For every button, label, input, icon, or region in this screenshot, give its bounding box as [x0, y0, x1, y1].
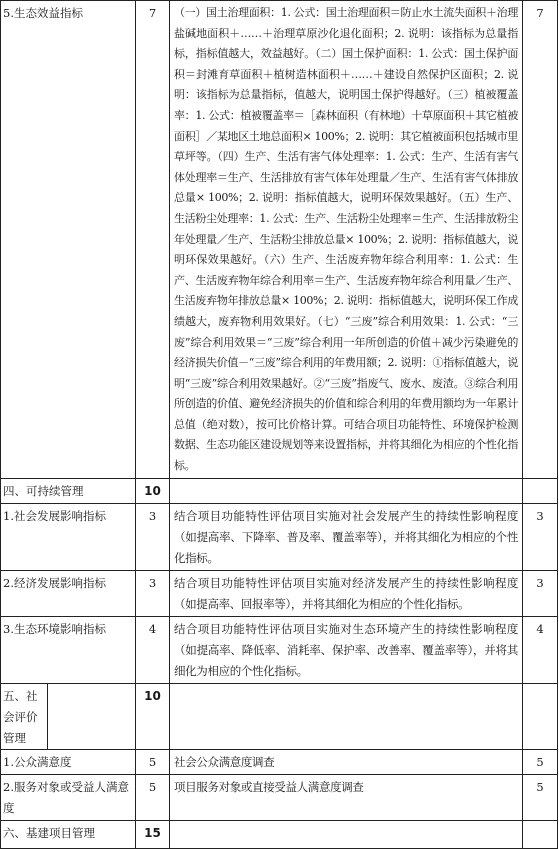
section-name: 四、可持续管理 [1, 478, 136, 503]
section-weight: 10 [136, 683, 170, 749]
indicator-weight: 3 [136, 570, 170, 616]
empty-cell [170, 683, 523, 749]
indicator-name: 5.生态效益指标 [1, 1, 136, 479]
empty-cell [170, 478, 523, 503]
section-weight: 10 [136, 478, 170, 503]
section-weight: 15 [136, 820, 170, 848]
empty-cell [523, 478, 558, 503]
indicator-score: 5 [523, 774, 558, 820]
table-row [1, 503, 558, 570]
indicator-weight: 3 [136, 503, 170, 570]
indicator-description: 结合项目功能特性评估项目实施对经济发展产生的持续性影响程度（如提高率、回报率等），并将其细化为相应的个性化指标。 [170, 570, 523, 616]
indicator-name: 1.公众满意度 [1, 749, 136, 774]
indicator-weight: 5 [136, 749, 170, 774]
indicator-score: 3 [523, 503, 558, 570]
section-name: 五、社会评价管理 [1, 684, 48, 749]
indicator-description: 项目服务对象或直接受益人满意度调查 [170, 774, 523, 820]
indicator-description: 结合项目功能特性评估项目实施对生态环境产生的持续性影响程度（如提高率、降低率、消耗率、保护率、改善率、覆盖率等），并将其细化为相应的个性化指标。 [170, 616, 523, 683]
table-row [1, 774, 558, 820]
section-name-cell [1, 683, 136, 749]
table-row [1, 820, 558, 848]
indicator-description: （一）国土治理面积：1. 公式：国土治理面积＝防止水土流失面积＋治理盐碱地面积＋……＋治理草原沙化退化面积；2. 说明：该指标为总量指标，指标值越大，效益越好。（二）国土保护面积：1. 公式：国土保护面积＝封滩育草面积＋植树造林面积＋……＋建设自然保护区面积；2. 说明：该指标为总量指标，值越大，说明国土保护得越好。（三）植被覆盖率：1. 公式：植被覆盖率＝［森林面积（有林地）十草原面积＋其它植被面积］／某地区土地总面积× 100%；2. 说明：其它植被面积包括城市里草坪等。（四）生产、生活有害气体处理率：1. 公式：生产、生活有害气体处理率＝生产、生活排放有害气体年处理量／生产、生活有害气体排放总量× 100%；2. 说明：指标值越大，说明环保效果越好。（五）生产、生活粉尘处理率：1. 公式：生产、生活粉尘处理率＝生产、生活排放粉尘年处理量／生产、生活粉尘排放总量× 100%；2. 说明：指标值越大，说明环保效果越好。（六）生产、生活废弃物年综合利用率：1. 公式：生产、生活废弃物年综合利用率＝生产、生活废弃物年综合利用量／生产、生活废弃物年排放总量× 100%；2. 说明：指标值越大，说明环保工作成绩越大，废弃物利用效果好。（七）“三废”综合利用效果：1. 公式：“三废”综合利用效果＝“三废”综合利用一年所创造的价值＋减少污染避免的经济损失价值－“三废”综合利用的年费用额；2. 说明：①指标值越大，说明“三废”综合利用效果越好。②“三废”指废气、废水、废渣。③综合利用所创造的价值、避免经济损失的价值和综合利用的年费用额均为一年累计总值（绝对数），按可比价格计算。可结合项目功能特性、环境保护检测数据、生态功能区建设规划等来设置指标，并将其细化为相应的个性化指标。 [170, 1, 523, 479]
table-row [1, 1, 558, 479]
indicator-weight: 4 [136, 616, 170, 683]
table-row [1, 749, 558, 774]
table-row [1, 616, 558, 683]
indicator-name: 2.服务对象或受益人满意度 [1, 774, 136, 820]
indicator-score: 7 [523, 1, 558, 479]
indicator-description: 结合项目功能特性评估项目实施对社会发展产生的持续性影响程度（如提高率、下降率、普及率、覆盖率等），并将其细化为相应的个性化指标。 [170, 503, 523, 570]
indicator-weight: 7 [136, 1, 170, 479]
indicator-weight: 5 [136, 774, 170, 820]
empty-subcell [48, 684, 135, 749]
empty-cell [170, 820, 523, 848]
indicator-score: 4 [523, 616, 558, 683]
indicator-name: 3.生态环境影响指标 [1, 616, 136, 683]
indicator-name: 1.社会发展影响指标 [1, 503, 136, 570]
indicator-score: 3 [523, 570, 558, 616]
empty-cell [523, 820, 558, 848]
indicator-score: 5 [523, 749, 558, 774]
table-row [1, 570, 558, 616]
empty-cell [523, 683, 558, 749]
indicator-description: 社会公众满意度调查 [170, 749, 523, 774]
table-row [1, 478, 558, 503]
section-name: 六、基建项目管理 [1, 820, 136, 848]
table-row [1, 683, 558, 749]
indicator-name: 2.经济发展影响指标 [1, 570, 136, 616]
